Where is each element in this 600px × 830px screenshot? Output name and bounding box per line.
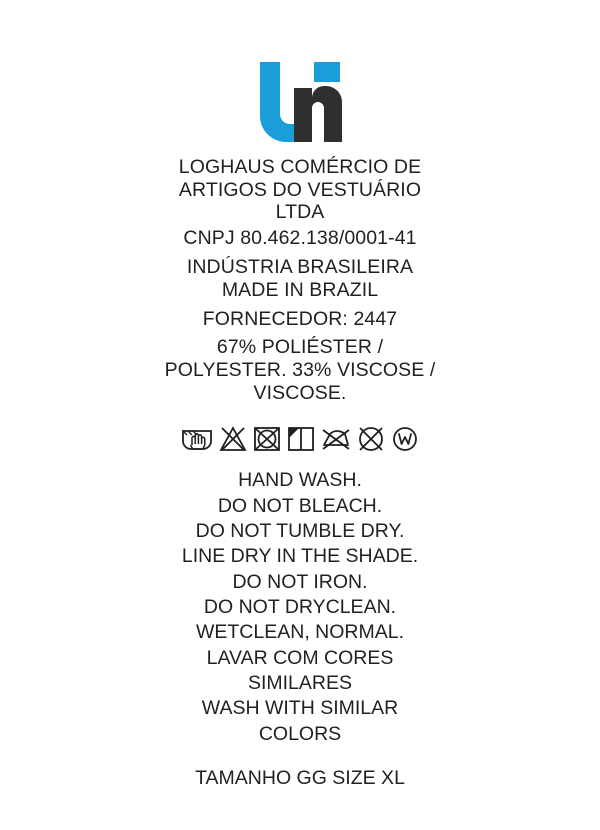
composition-line-3: VISCOSE.	[253, 381, 347, 404]
care-line: COLORS	[258, 722, 342, 745]
do-not-iron-symbol	[320, 424, 352, 454]
size-pt: TAMANHO GG	[195, 766, 327, 789]
do-not-tumble-dry-symbol	[252, 424, 282, 454]
loghaus-logo	[240, 58, 360, 144]
do-not-bleach-symbol	[218, 424, 248, 454]
company-name	[179, 156, 421, 224]
company-line-1: LOGHAUS COMÉRCIO DE	[178, 156, 422, 178]
care-line: LINE DRY IN THE SHADE.	[181, 545, 419, 568]
company-line-2: ARTIGOS DO VESTUÁRIO	[178, 178, 422, 201]
care-instructions	[182, 468, 418, 747]
care-line: DO NOT BLEACH.	[217, 494, 383, 517]
supplier-text: FORNECEDOR: 2447	[202, 307, 398, 330]
cnpj-text: CNPJ 80.462.138/0001-41	[183, 227, 417, 250]
line-dry-in-shade-symbol	[286, 424, 316, 454]
care-line: SIMILARES	[247, 671, 353, 694]
composition-line-1: 67% POLIÉSTER /	[216, 336, 384, 359]
company-line-3: LTDA	[275, 201, 325, 224]
size-en: SIZE XL	[332, 766, 405, 789]
do-not-dryclean-symbol	[356, 424, 386, 454]
wetclean-normal-symbol	[390, 424, 420, 454]
origin	[187, 256, 413, 301]
care-line: LAVAR COM CORES	[206, 646, 394, 669]
composition-line-2: POLYESTER. 33% VISCOSE /	[164, 358, 436, 381]
care-symbol-row	[180, 424, 420, 454]
care-line: DO NOT DRYCLEAN.	[203, 595, 397, 618]
hand-wash-symbol	[180, 424, 214, 454]
care-line: DO NOT IRON.	[232, 570, 368, 593]
care-line: WASH WITH SIMILAR	[201, 697, 399, 720]
care-line: HAND WASH.	[238, 469, 362, 492]
supplier-code	[203, 308, 398, 331]
size-info	[195, 767, 405, 790]
fiber-composition	[165, 336, 436, 404]
origin-line-en: MADE IN BRAZIL	[221, 278, 379, 301]
care-line: WETCLEAN, NORMAL.	[195, 621, 405, 644]
cnpj	[183, 227, 416, 250]
care-line: DO NOT TUMBLE DRY.	[195, 519, 405, 542]
origin-line-pt: INDÚSTRIA BRASILEIRA	[186, 256, 414, 279]
